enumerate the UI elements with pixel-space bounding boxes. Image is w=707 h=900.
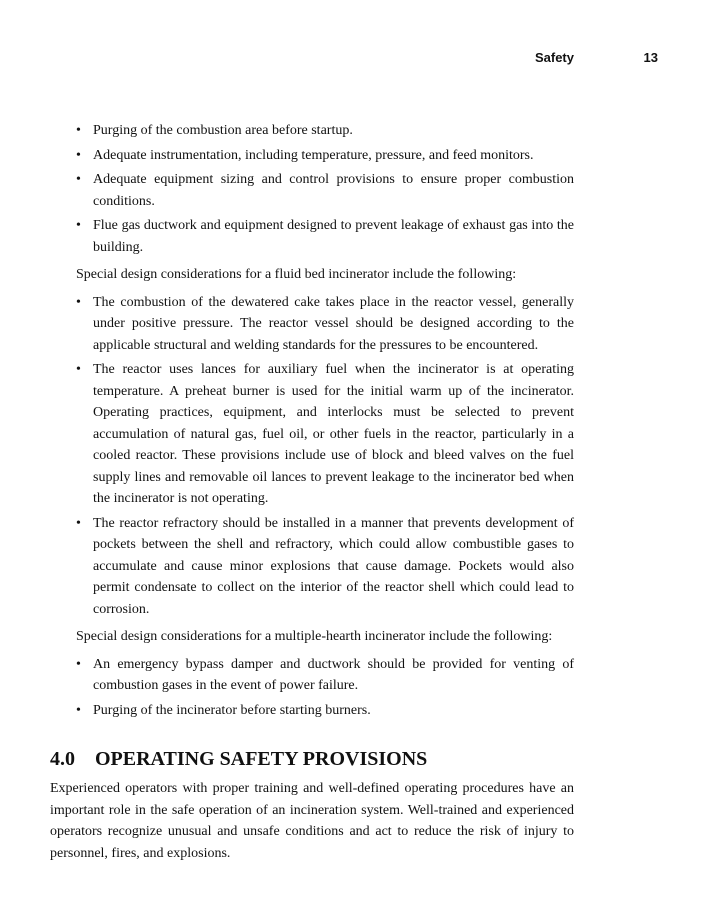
running-header-section-title: Safety — [534, 50, 574, 65]
page-number: 13 — [643, 50, 658, 65]
running-header — [0, 50, 707, 70]
multiple-hearth-bullet-list — [50, 654, 574, 722]
list-item: • Flue gas ductwork and equipment designed to prevent leakage of exhaust gas into the building. — [50, 215, 574, 258]
list-item: • Adequate equipment sizing and control provisions to ensure proper combustion conditions. — [50, 169, 574, 212]
section-number: 4.0 — [50, 748, 75, 770]
list-item: • Adequate instrumentation, including temperature, pressure, and feed monitors. — [50, 145, 574, 167]
general-safety-bullet-list — [50, 120, 574, 258]
list-item: • Purging of the combustion area before startup. — [50, 120, 574, 142]
fluid-bed-intro-paragraph: Special design considerations for a fluid bed incinerator include the following: — [76, 267, 517, 282]
list-item: • An emergency bypass damper and ductwork should be provided for venting of combustion gases in the event of power failure. — [50, 654, 574, 697]
section-body-paragraph: Experienced operators with proper training and well-defined operating procedures have an important role in the safe operation of an incineration system. Well-trained and experienced operators recognize unusual and unsafe conditions and act to reduce the risk of injury to personnel, fires, and explosions. — [50, 781, 574, 861]
multiple-hearth-intro-paragraph: Special design considerations for a multiple-hearth incinerator include the following: — [76, 629, 553, 644]
fluid-bed-bullet-list — [50, 292, 574, 621]
section-heading — [50, 747, 574, 771]
list-item: • Purging of the incinerator before starting burners. — [50, 700, 574, 722]
section-title: OPERATING SAFETY PROVISIONS — [95, 748, 428, 770]
page-body — [50, 120, 574, 864]
list-item: • The combustion of the dewatered cake takes place in the reactor vessel, generally under positive pressure. The reactor vessel should be designed according to the applicable structural and welding standards for the pressures to be encountered. — [50, 292, 574, 357]
list-item: • The reactor refractory should be installed in a manner that prevents development of pockets between the shell and refractory, which could allow combustible gases to accumulate and cause minor explosions that cause damage. Pockets would also permit condensate to collect on the interior of the reactor shell which could lead to corrosion. — [50, 513, 574, 621]
list-item: • The reactor uses lances for auxiliary fuel when the incinerator is at operating temperature. A preheat burner is used for the initial warm up of the incinerator. Operating practices, equipment, and interlocks must be selected to prevent accumulation of natural gas, fuel oil, or other fuels in the reactor, particularly in a cooled reactor. These provisions include use of block and bleed valves on the fuel supply lines and removable oil lances to prevent leakage to the incinerator bed when the incinerator is not operating. — [50, 359, 574, 510]
